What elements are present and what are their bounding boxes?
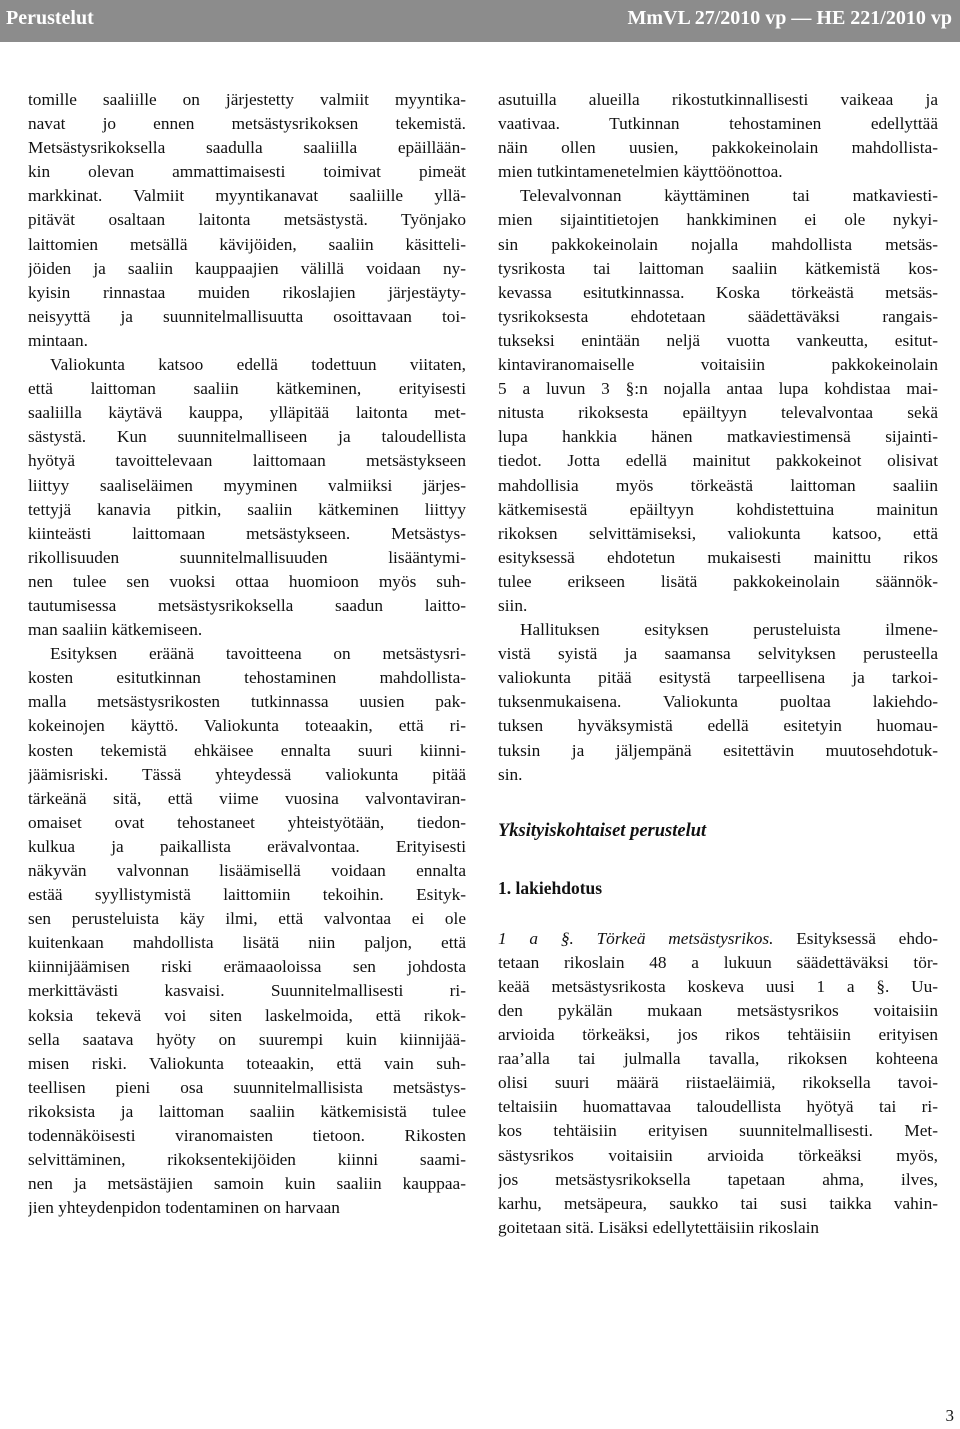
text-line: omaiset ovat tehostaneet yhteistyötään, tiedon-	[28, 812, 466, 832]
section-lead: 1 a §. Törkeä metsästysrikos.	[498, 928, 774, 948]
text-line: sin pakkokeinolain nojalla mahdollista metsäs-	[498, 234, 938, 254]
text-line: estää syyllistymistä laittomiin tekoihin. Esityk-	[28, 885, 466, 905]
text-line: hyötyä tavoittelevaan laittomaan metsästykseen	[28, 451, 466, 471]
text-line: navat jo ennen metsästysrikoksen tekemistä.	[28, 114, 466, 134]
text-line: sella saatava hyöty on suurempi kuin kiinnijää-	[28, 1029, 466, 1049]
text-line: teltaisiin huomattavaa taloudellista hyötyä tai ri-	[498, 1097, 938, 1117]
paragraph	[498, 927, 938, 1240]
text-line: sästystä. Kun suunnitelmalliseen ja taloudellista	[28, 427, 466, 447]
text-line: kyisin rinnastaa muiden rikoslajien järjestäyty-	[28, 282, 466, 302]
text-line: mien sijaintitietojen hankkiminen ei ole nykyi-	[498, 210, 938, 230]
text-line: teellisen pieni osa suunnitelmallisista metsästys-	[28, 1077, 466, 1097]
text-line: sen perusteluista käy ilmi, että valvontaa ei ole	[28, 909, 466, 929]
text-line: esityksessä ehdotetun mukaisesti mainittu rikos	[498, 547, 938, 567]
text-line: tuksen hyväksymistä edellä esitetyin huomau-	[498, 716, 938, 736]
text-line: tysrikoksesta ehdotetaan säädettäväksi rangais-	[498, 306, 938, 326]
text-line: mintaan.	[28, 330, 88, 350]
text-line	[498, 927, 938, 951]
text-line: kokeinojen käyttö. Valiokunta toteaakin, että ri-	[28, 716, 466, 736]
text-line-rest: Esityksessä ehdo-	[773, 928, 938, 948]
text-line: tukseksi enintään neljä vuotta vankeutta, esitut-	[498, 330, 938, 350]
text-line: näin ollen uusien, pakkokeinolain mahdollista-	[498, 138, 938, 158]
text-line: valiokunta pitää esitystä tarpeellisena ja tarkoi-	[498, 668, 938, 688]
text-line: Esityksen eräänä tavoitteena on metsästysri-	[50, 644, 466, 664]
text-line: kulkua ja paikallista erävalvontaa. Erityisesti	[28, 836, 466, 856]
text-line: kuitenkaan mahdollista lisätä niin paljon, että	[28, 933, 466, 953]
text-line: mien tutkintamenetelmien käyttöönottoa.	[498, 162, 783, 182]
text-line: kevassa esitutkinnassa. Koska törkeästä metsäs-	[498, 282, 938, 302]
text-line: markkinat. Valmiit myyntikanavat saaliille yllä-	[28, 186, 466, 206]
text-line: rikoksen selvittämiseksi, valiokunta katsoo, että	[498, 523, 938, 543]
text-line: kosten esitutkinnan tehostaminen mahdollista-	[28, 668, 466, 688]
text-line: kosten tekemistä ehkäisee ennalta suuri kiinni-	[28, 740, 466, 760]
text-line: olisi suuri määrä riistaeläimiä, rikoksella tavoi-	[498, 1073, 938, 1093]
text-line: kätkemisestä epäiltyyn kohdistettuina mainitun	[498, 499, 938, 519]
text-line: kin olevan ammattimaisesti toimivat pimeät	[28, 162, 466, 182]
text-line: laittomien metsällä kävijöiden, saaliin käsitteli-	[28, 234, 466, 254]
text-line: rikoksista ja laittoman saaliin kätkemisistä tulee	[28, 1101, 466, 1121]
text-line: misen riski. Valiokunta toteaakin, että vain suh-	[28, 1053, 466, 1073]
paragraph	[28, 88, 466, 353]
paragraph	[498, 88, 938, 184]
page-number: 3	[945, 1406, 954, 1425]
paragraph-body	[498, 951, 938, 1240]
paragraph	[28, 642, 466, 1220]
section-title: Perustelut	[6, 7, 94, 29]
text-line: jäämisriski. Tässä yhteydessä valiokunta pitää	[28, 764, 466, 784]
text-line: nen ja metsästäjien samoin kuin saaliin kauppaa-	[28, 1174, 466, 1194]
paragraph	[498, 618, 938, 787]
section-heading: Yksityiskohtaiset perustelut	[498, 820, 707, 841]
text-line: tomille saaliille on järjestetty valmiit myyntika-	[28, 90, 466, 109]
text-line: Hallituksen esityksen perusteluista ilmene-	[520, 620, 938, 640]
text-line: koksia tekevä voi siten laskelmoida, että rikok-	[28, 1005, 466, 1025]
text-line: karhu, metsäpeura, saukko tai susi taikka vahin-	[498, 1193, 938, 1213]
text-line: Valiokunta katsoo edellä todettuun viitaten,	[50, 355, 466, 375]
text-line: tiedot. Jotta edellä mainitut pakkokeinot olisivat	[498, 451, 938, 471]
text-line: sin.	[498, 764, 523, 784]
text-line: sästysrikos voitaisiin arvioida törkeäksi myös,	[498, 1145, 938, 1165]
text-line: man saaliin kätkemiseen.	[28, 620, 203, 640]
text-line: liittyy saaliseläimen myyminen valmiiksi järjes-	[28, 475, 466, 495]
text-line: mahdollisia myös törkeästä laittoman saaliin	[498, 475, 938, 495]
text-line: todennäköisesti viranomaisten tietoon. Rikosten	[28, 1126, 466, 1146]
text-line: nen tulee sen vuoksi ottaa huomioon myös suh-	[28, 571, 466, 591]
text-line: raa’alla tai julmalla tavalla, rikoksen kohteena	[498, 1049, 938, 1069]
text-line: selvittäminen, rikoksentekijöiden kiinni saami-	[28, 1150, 466, 1170]
text-line: neisyyttä ja suunnitelmallisuutta osoittavaan toi-	[28, 306, 466, 326]
text-line: tautumisessa metsästysrikoksella saadun laitto-	[28, 595, 466, 615]
text-line: tärkeänä sitä, että viime vuosina valvontaviran-	[28, 788, 466, 808]
text-line: rikollisuuden suunnitelmallisuuden lisääntymi-	[28, 547, 466, 567]
text-line: kos tehtäisiin erityisen suunnitelmallisesti. Met-	[498, 1121, 938, 1141]
text-line: tuksin ja jäljempänä esitettävin muutosehdotuk-	[498, 740, 938, 760]
text-line: Metsästysrikoksella saadulla saaliilla epäillään-	[28, 138, 466, 158]
text-line: kiinnijäämisen riski erämaaoloissa sen johdosta	[28, 957, 466, 977]
text-line: vistä syistä ja saamansa selvityksen perusteella	[498, 644, 938, 664]
document-reference: MmVL 27/2010 vp — HE 221/2010 vp	[627, 7, 952, 29]
text-line: siin.	[498, 595, 528, 615]
text-line: että laittoman saaliin kätkeminen, erityisesti	[28, 379, 466, 399]
paragraph	[498, 184, 938, 618]
text-line: vaativaa. Tutkinnan tehostaminen edellyttää	[498, 114, 938, 134]
text-line: keää metsästysrikosta koskeva uusi 1 a §. Uu-	[498, 976, 938, 996]
text-line: Televalvonnan käyttäminen tai matkaviesti-	[520, 186, 938, 206]
text-line: tettyjä kanavia pitkin, saaliin kätkeminen liittyy	[28, 499, 466, 519]
text-line: asutuilla alueilla rikostutkinnallisesti vaikeaa ja	[498, 90, 938, 109]
text-line: merkittävästi kasvaisi. Suunnitelmallisesti ri-	[28, 981, 466, 1001]
paragraph	[28, 353, 466, 642]
left-column	[28, 88, 466, 1220]
text-line: arvioida törkeäksi, jos rikos tehtäisiin erityisen	[498, 1025, 938, 1045]
text-line: saaliilla käytävä kauppa, ylläpitää laitonta met-	[28, 403, 466, 423]
text-line: tulee erikseen lisätä pakkokeinolain säännök-	[498, 571, 938, 591]
text-line: goitetaan sitä. Lisäksi edellytettäisiin rikoslain	[498, 1217, 820, 1237]
text-line: tetaan rikoslain 48 a lukuun säädettäväksi tör-	[498, 952, 938, 972]
text-line: jöiden ja saaliin kauppaajien välillä voidaan ny-	[28, 258, 466, 278]
subsection-heading: 1. lakiehdotus	[498, 877, 603, 898]
text-line: tuksenmukaisena. Valiokunta puoltaa lakiehdo-	[498, 692, 938, 712]
text-line: jos metsästysrikoksella tapetaan ahma, ilves,	[498, 1169, 938, 1189]
text-line: jien yhteydenpidon todentaminen on harvaan	[28, 1198, 340, 1218]
text-line: nitusta rikoksesta epäiltyyn televalvontaa sekä	[498, 403, 938, 423]
text-line: den pykälän mukaan metsästysrikos voitaisiin	[498, 1001, 938, 1020]
text-line: tysrikosta tai laittoman saaliin kätkemistä kos-	[498, 258, 938, 278]
text-line: 5 a luvun 3 §:n nojalla antaa lupa kohdistaa mai-	[498, 379, 938, 399]
text-line: kintaviranomaiselle voitaisiin pakkokeinolain	[498, 355, 938, 375]
page-header	[0, 0, 960, 42]
text-line: näkyvän valvonnan lisäämisellä voidaan ennalta	[28, 861, 466, 880]
right-column	[498, 88, 938, 1240]
text-line: malla metsästysrikosten tutkinnassa uusien pak-	[28, 692, 466, 712]
text-line: pitävät osaltaan laitonta metsästystä. Työnjako	[28, 210, 466, 230]
text-line: kiinteästi laittomaan metsästykseen. Metsästys-	[28, 523, 466, 543]
text-line: lupa hankkia hänen matkaviestimensä sijainti-	[498, 427, 938, 447]
